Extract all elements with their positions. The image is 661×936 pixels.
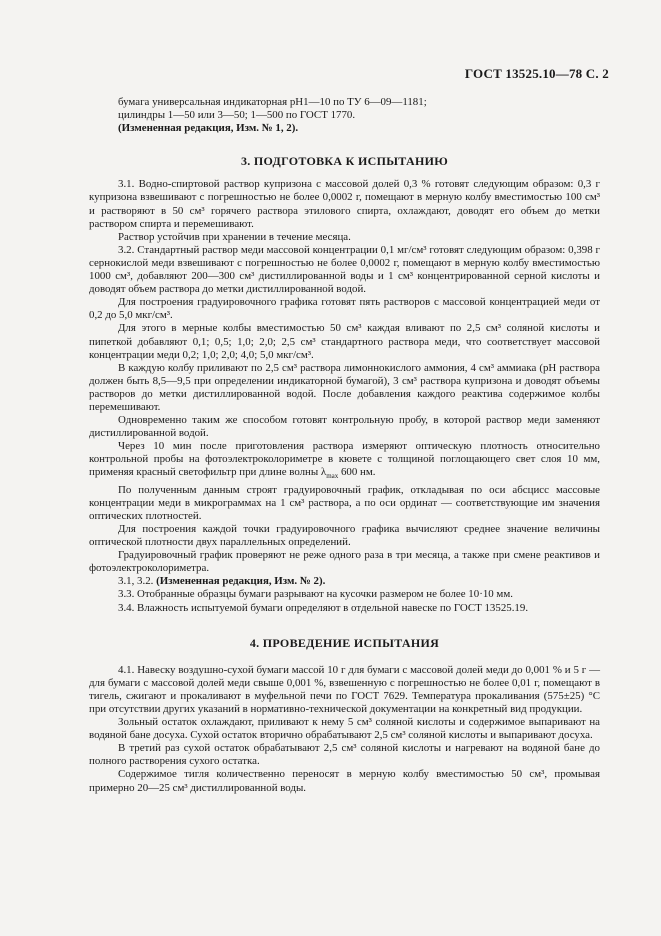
s3-paragraph-measurement (89, 440, 600, 483)
intro-line-2: цилиндры 1—50 или 3—50; 1—500 по ГОСТ 1770. (118, 109, 356, 122)
wavelength-text: 600 нм. (338, 466, 376, 479)
s3-paragraph-control-sample: Одновременно таким же способом готовят контрольную пробу, в которой раствор меди заменяют дистиллированной водой. (89, 414, 600, 440)
section-3-title: 3. ПОДГОТОВКА К ИСПЫТАНИЮ (240, 154, 449, 169)
document-body (89, 96, 600, 795)
measurement-text: Через 10 мин после приготовления раствора измеряют оптическую плотность относительно контрольной пробы на фотоэлектроколориметре в кювете с толщиной поглощающего свет слоя 10 мм, применяя красный светофильтр при длине волны λ (89, 440, 600, 479)
s3-paragraph-graph-check: Градуировочный график проверяют не реже одного раза в три месяца, а также при смене реактивов и фотоэлектроколориметра. (89, 549, 600, 575)
s3-paragraph-3-1: 3.1. Водно-спиртовой раствор купризона с массовой долей 0,3 % готовят следующим образом: 0,3 г купризона взвешивают с погрешностью не более 0,0002 г, помещают в мерную колбу вместимостью 100 см³ и растворяют в 50 см³ горячего раствора этилового спирта, охлаждают, доводят его объем до метки раствором спирта и перемешивают. (89, 178, 600, 230)
s4-paragraph-4-1: 4.1. Навеску воздушно-сухой бумаги массой 10 г для бумаги с массовой долей меди до 0,001 % и 5 г — для бумаги с массовой долей меди свыше 0,001 %, взвешенную с погрешностью не более 0,01 г, помещают в тигель, сжигают и прокаливают в муфельной печи по ГОСТ 7629. Температура прокаливания (575±25) °С при отсутствии других указаний в нормативно-технической документации на конкретный вид продукции. (89, 663, 600, 716)
intro-amendment-note: (Измененная редакция, Изм. № 1, 2). (118, 122, 299, 135)
s4-paragraph-ash: Зольный остаток охлаждают, приливают к нему 5 см³ соляной кислоты и содержимое выпаривают на водяной бане досуха. Сухой остаток вторично обрабатывают 2,5 см³ соляной кислоты и выпаривают досуха. (89, 716, 600, 742)
s3-paragraph-calibration: Для построения градуировочного графика готовят пять растворов с массовой концентрацией меди от 0,2 до 5,0 мкг/см³. (89, 296, 600, 322)
s3-paragraph-3-2: 3.2. Стандартный раствор меди массовой концентрации 0,1 мг/см³ готовят следующим образом: 0,398 г сернокислой меди взвешивают с погрешностью не более 0,0002 г, помещают в мерную колбу вместимостью 1000 см³, добавляют 200—300 см³ дистиллированной воды и 1 см³ концентрированной серной кислоты и доводят объем раствора до метки дистиллированной водой. (89, 243, 600, 296)
amendment-clauses: 3.1, 3.2. (118, 575, 157, 588)
s3-paragraph-reagents: В каждую колбу приливают по 2,5 см³ раствора лимоннокислого аммония, 4 см³ аммиака (рН раствора должен быть 8,5—9,5 при определении индикаторной бумагой), 3 см³ раствора купризона и доводят объемы растворов до метки дистиллированной водой. После добавления каждого реактива содержимое колбы перемешивают. (89, 361, 600, 413)
s3-paragraph-3-4: 3.4. Влажность испытуемой бумаги определяют в отдельной навеске по ГОСТ 13525.19. (118, 601, 529, 614)
s3-paragraph-graph-points: Для построения каждой точки градуировочного графика вычисляют среднее значение величины оптической плотности двух параллельных определений. (89, 522, 600, 549)
s3-amendment-note (89, 575, 600, 588)
s3-paragraph-3-3: 3.3. Отобранные образцы бумаги разрывают на кусочки размером не более 10·10 мм. (118, 588, 513, 601)
intro-line-1: бумага универсальная индикаторная рН1—10 по ТУ 6—09—1181; (118, 96, 427, 108)
lambda-subscript: max (326, 472, 339, 481)
s3-paragraph-flasks: Для этого в мерные колбы вместимостью 50 см³ каждая вливают по 2,5 см³ соляной кислоты и пипеткой добавляют 0,1; 0,5; 1,0; 2,0; 2,5 см³ стандартного раствора меди, что соответствует массовой концентрации меди 0,2; 1,0; 2,0; 4,0; 5,0 мкг/см³. (89, 322, 600, 361)
amendment-label: (Измененная редакция, Изм. № 2). (156, 575, 326, 588)
s4-paragraph-third: В третий раз сухой остаток обрабатывают 2,5 см³ соляной кислоты и нагревают на водяной бане до полного растворения сухого остатка. (89, 742, 600, 768)
s3-paragraph-graph: По полученным данным строят градуировочный график, откладывая по оси абсцисс массовые концентрации меди в микрограммах на 1 см³ раствора, а по оси ординат — соответствующие им значения оптических плотностей. (89, 483, 600, 522)
page-header: ГОСТ 13525.10—78 С. 2 (464, 66, 609, 81)
s3-paragraph-stability: Раствор устойчив при хранении в течение месяца. (118, 230, 351, 243)
section-4-title: 4. ПРОВЕДЕНИЕ ИСПЫТАНИЯ (249, 635, 440, 650)
s4-paragraph-transfer: Содержимое тигля количественно переносят в мерную колбу вместимостью 50 см³, промывая примерно 20—25 см³ дистиллированной воды. (89, 768, 600, 794)
